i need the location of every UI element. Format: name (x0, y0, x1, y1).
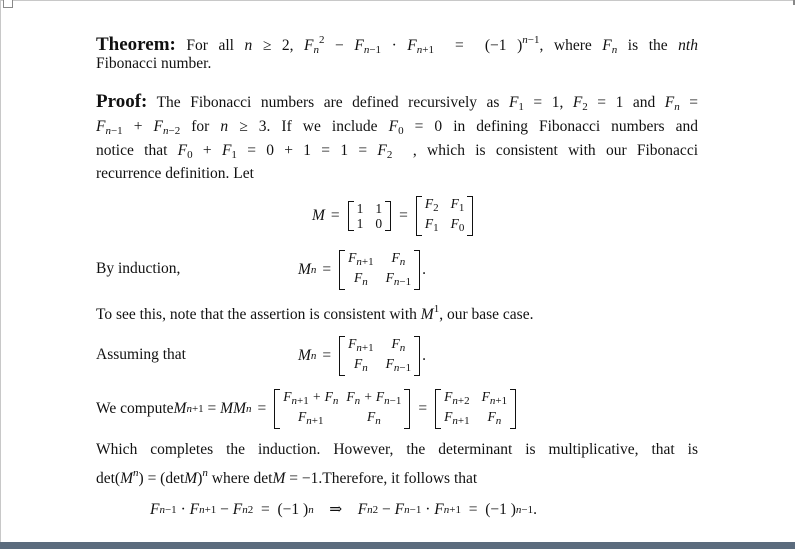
matrix-Mn-claim: M n = $F_{n+1}$ $F_n$ $F_n$ $F_{n-1}$ . (298, 250, 426, 288)
proof-and: and (623, 94, 665, 111)
which-completes-line: Which completes the induction. However, the determinant is multiplicative, that is (96, 441, 698, 458)
proof-line-3: notice that $F_0 + F_1 = 0 + 1 = 1 = F_2$ , which is consistent with our Fibonacci (96, 142, 699, 161)
det-value: −1 (301, 470, 319, 487)
therefore-text: .Therefore, it follows that (318, 470, 478, 487)
matrix-M-numeric (348, 201, 392, 231)
compute-line: We compute M n +1 = MM n = $F_{n+1} + F_n$ $F_n + F_{n-1}$ $F_{n+1}$ $F_n$ = $F_{n+2}$ $F_{n+1}$ $F_{n+1}$ $F_n$ (96, 389, 518, 429)
assuming-label: Assuming that (96, 346, 186, 363)
matrix-M-fibonacci: $F_2$ $F_1$ $F_1$ $F_0$ (416, 196, 474, 236)
theorem-where: , where (539, 37, 603, 54)
matrix-Mn-assumption: M n = $F_{n+1}$ $F_n$ $F_n$ $F_{n-1}$ . (298, 336, 426, 374)
proof-text-2: . If we include (266, 118, 389, 135)
proof-which: which is consistent with our Fibonacci (416, 142, 699, 159)
theorem-intro: For all (186, 37, 245, 54)
matrix-cell: 0 (375, 216, 383, 231)
matrix-cell: 1 (356, 216, 364, 231)
proof-notice: notice that (96, 142, 178, 159)
base-case-text: , our base case. (439, 306, 534, 323)
to-see-text: To see this, note that the assertion is consistent with (96, 306, 421, 323)
theorem-nth: nth (678, 37, 698, 54)
proof-line-2: $Fn_{-1} + Fn_{-2}$ for n ≥ 3. If we include $F_0 = 0$ in defining Fibonacci numbers and (96, 118, 698, 137)
by-induction-label: By induction, (96, 260, 181, 277)
proof-text-1: The Fibonacci numbers are defined recursively as (156, 94, 509, 111)
page-top-border (0, 0, 795, 1)
det-where: where (207, 470, 254, 487)
proof-line-4: recurrence definition. Let (96, 165, 254, 182)
matrix-cell: 1 (375, 201, 383, 216)
proof-heading: Proof: (96, 91, 148, 112)
theorem-line-1: Theorem: For all n ≥ 2, $Fn^2 - Fn_{-1} \cdot Fn_{+1} = (-1$ )$^{n-1}$, where Fn is the nth (96, 34, 698, 56)
we-compute-text: We compute (96, 400, 174, 417)
theorem-heading: Theorem: (96, 34, 176, 55)
determinant-line: $\det(M^n) = (\det M)^n$ where detM = −1.Therefore, it follows that (96, 467, 478, 487)
theorem-is-the: is the (617, 37, 679, 54)
proof-line-1: Proof: The Fibonacci numbers are defined recursively as $F_1 = 1$, $F_2 = 1$ and Fn = (96, 91, 698, 113)
proof-for: for (180, 118, 221, 135)
matrix-cell: 1 (356, 201, 364, 216)
theorem-line-2: Fibonacci number. (96, 55, 212, 72)
window-corner-icon (3, 0, 13, 8)
final-identity: F n −1 · F n +1 − F n 2 = (−1 ) n ⇒ F n 2 − F n −1 · F n +1 = (−1 ) n −1 . (150, 500, 537, 518)
proof-in-defining: in defining Fibonacci numbers and (442, 118, 698, 135)
matrix-M-definition: M = 1 1 1 0 = $F_2$ $F_1$ $F_1$ $F_0$ (312, 196, 475, 236)
page-left-border (0, 0, 1, 549)
to-see-line: To see this, note that the assertion is consistent with $M^1$, our base case. (96, 303, 534, 323)
bottom-edge-bar (0, 542, 795, 549)
